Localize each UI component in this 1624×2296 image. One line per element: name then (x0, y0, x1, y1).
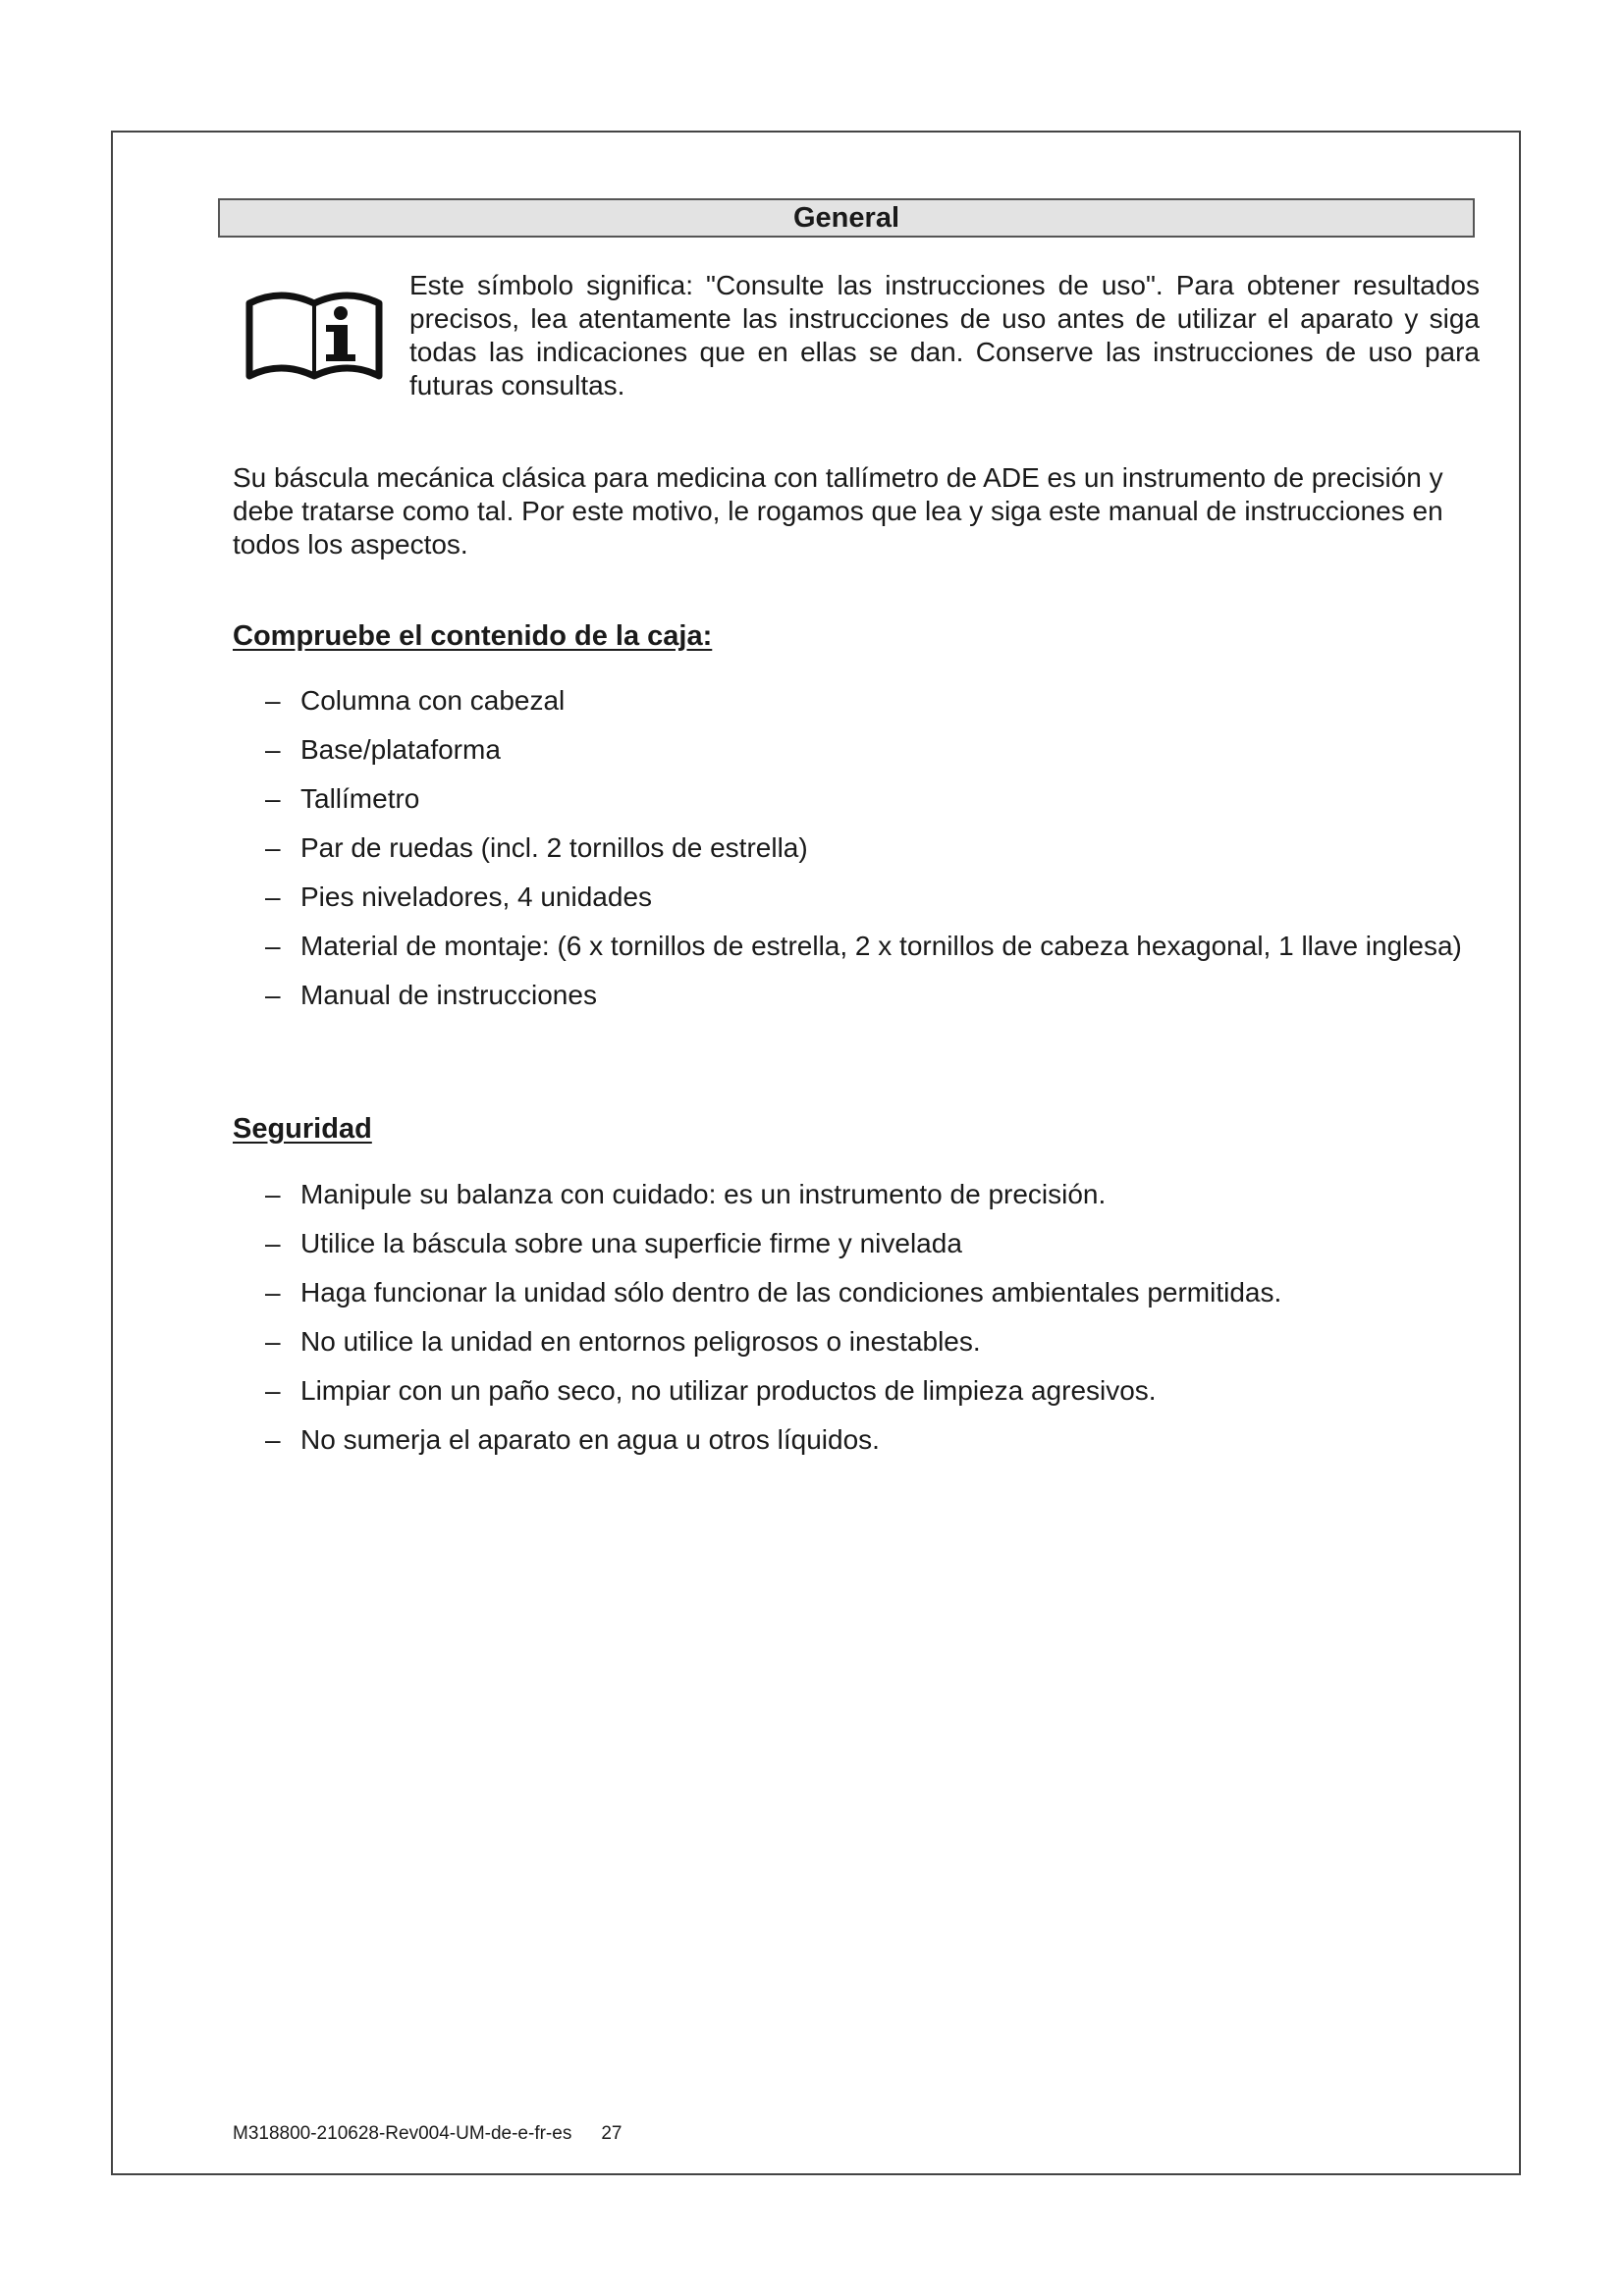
list-item: – Par de ruedas (incl. 2 tornillos de estrella) (265, 832, 808, 863)
list-item: – Haga funcionar la unidad sólo dentro de las condiciones ambientales permitidas. (265, 1277, 1282, 1308)
list-item: – Material de montaje: (6 x tornillos de estrella, 2 x tornillos de cabeza hexagonal, 1 llave inglesa) (265, 931, 1462, 961)
list-item: – No utilice la unidad en entornos peligrosos o inestables. (265, 1326, 981, 1357)
list-item: – Pies niveladores, 4 unidades (265, 881, 653, 912)
list-item: – No sumerja el aparato en agua u otros líquidos. (265, 1424, 880, 1455)
section-header (218, 198, 1475, 238)
contents-list (265, 684, 1465, 1028)
intro-paragraph: Su báscula mecánica clásica para medicina con tallímetro de ADE es un instrumento de precisión y debe tratarse como tal. Por este motivo, le rogamos que lea y siga este manual de instrucciones en todos los aspectos. (233, 462, 1443, 560)
list-item: – Limpiar con un paño seco, no utilizar productos de limpieza agresivos. (265, 1375, 1157, 1406)
page-footer (233, 2122, 622, 2146)
list-item: – Manipule su balanza con cuidado: es un instrumento de precisión. (265, 1179, 1107, 1209)
manual-info-icon (245, 282, 383, 384)
list-item: – Base/plataforma (265, 734, 501, 765)
page-frame (111, 131, 1521, 2175)
page-number: 27 (601, 2123, 623, 2144)
safety-list (265, 1178, 1465, 1472)
list-item: – Columna con cabezal (265, 685, 566, 716)
list-item: – Utilice la báscula sobre una superficie firme y nivelada (265, 1228, 962, 1258)
section-title: General (793, 202, 899, 234)
info-description: Este símbolo significa: "Consulte las instrucciones de uso". Para obtener resultados precisos, lea atentamente las instrucciones de uso antes de utilizar el aparato y siga todas las indicaciones que en ellas se dan. Conserve las instrucciones de uso para futuras consultas. (409, 270, 1480, 400)
list-item: – Tallímetro (265, 783, 420, 814)
list-item: – Manual de instrucciones (265, 980, 597, 1010)
contents-heading: Compruebe el contenido de la caja: (233, 620, 713, 652)
document-code: M318800-210628-Rev004-UM-de-e-fr-es (233, 2123, 572, 2144)
safety-heading: Seguridad (233, 1113, 372, 1145)
